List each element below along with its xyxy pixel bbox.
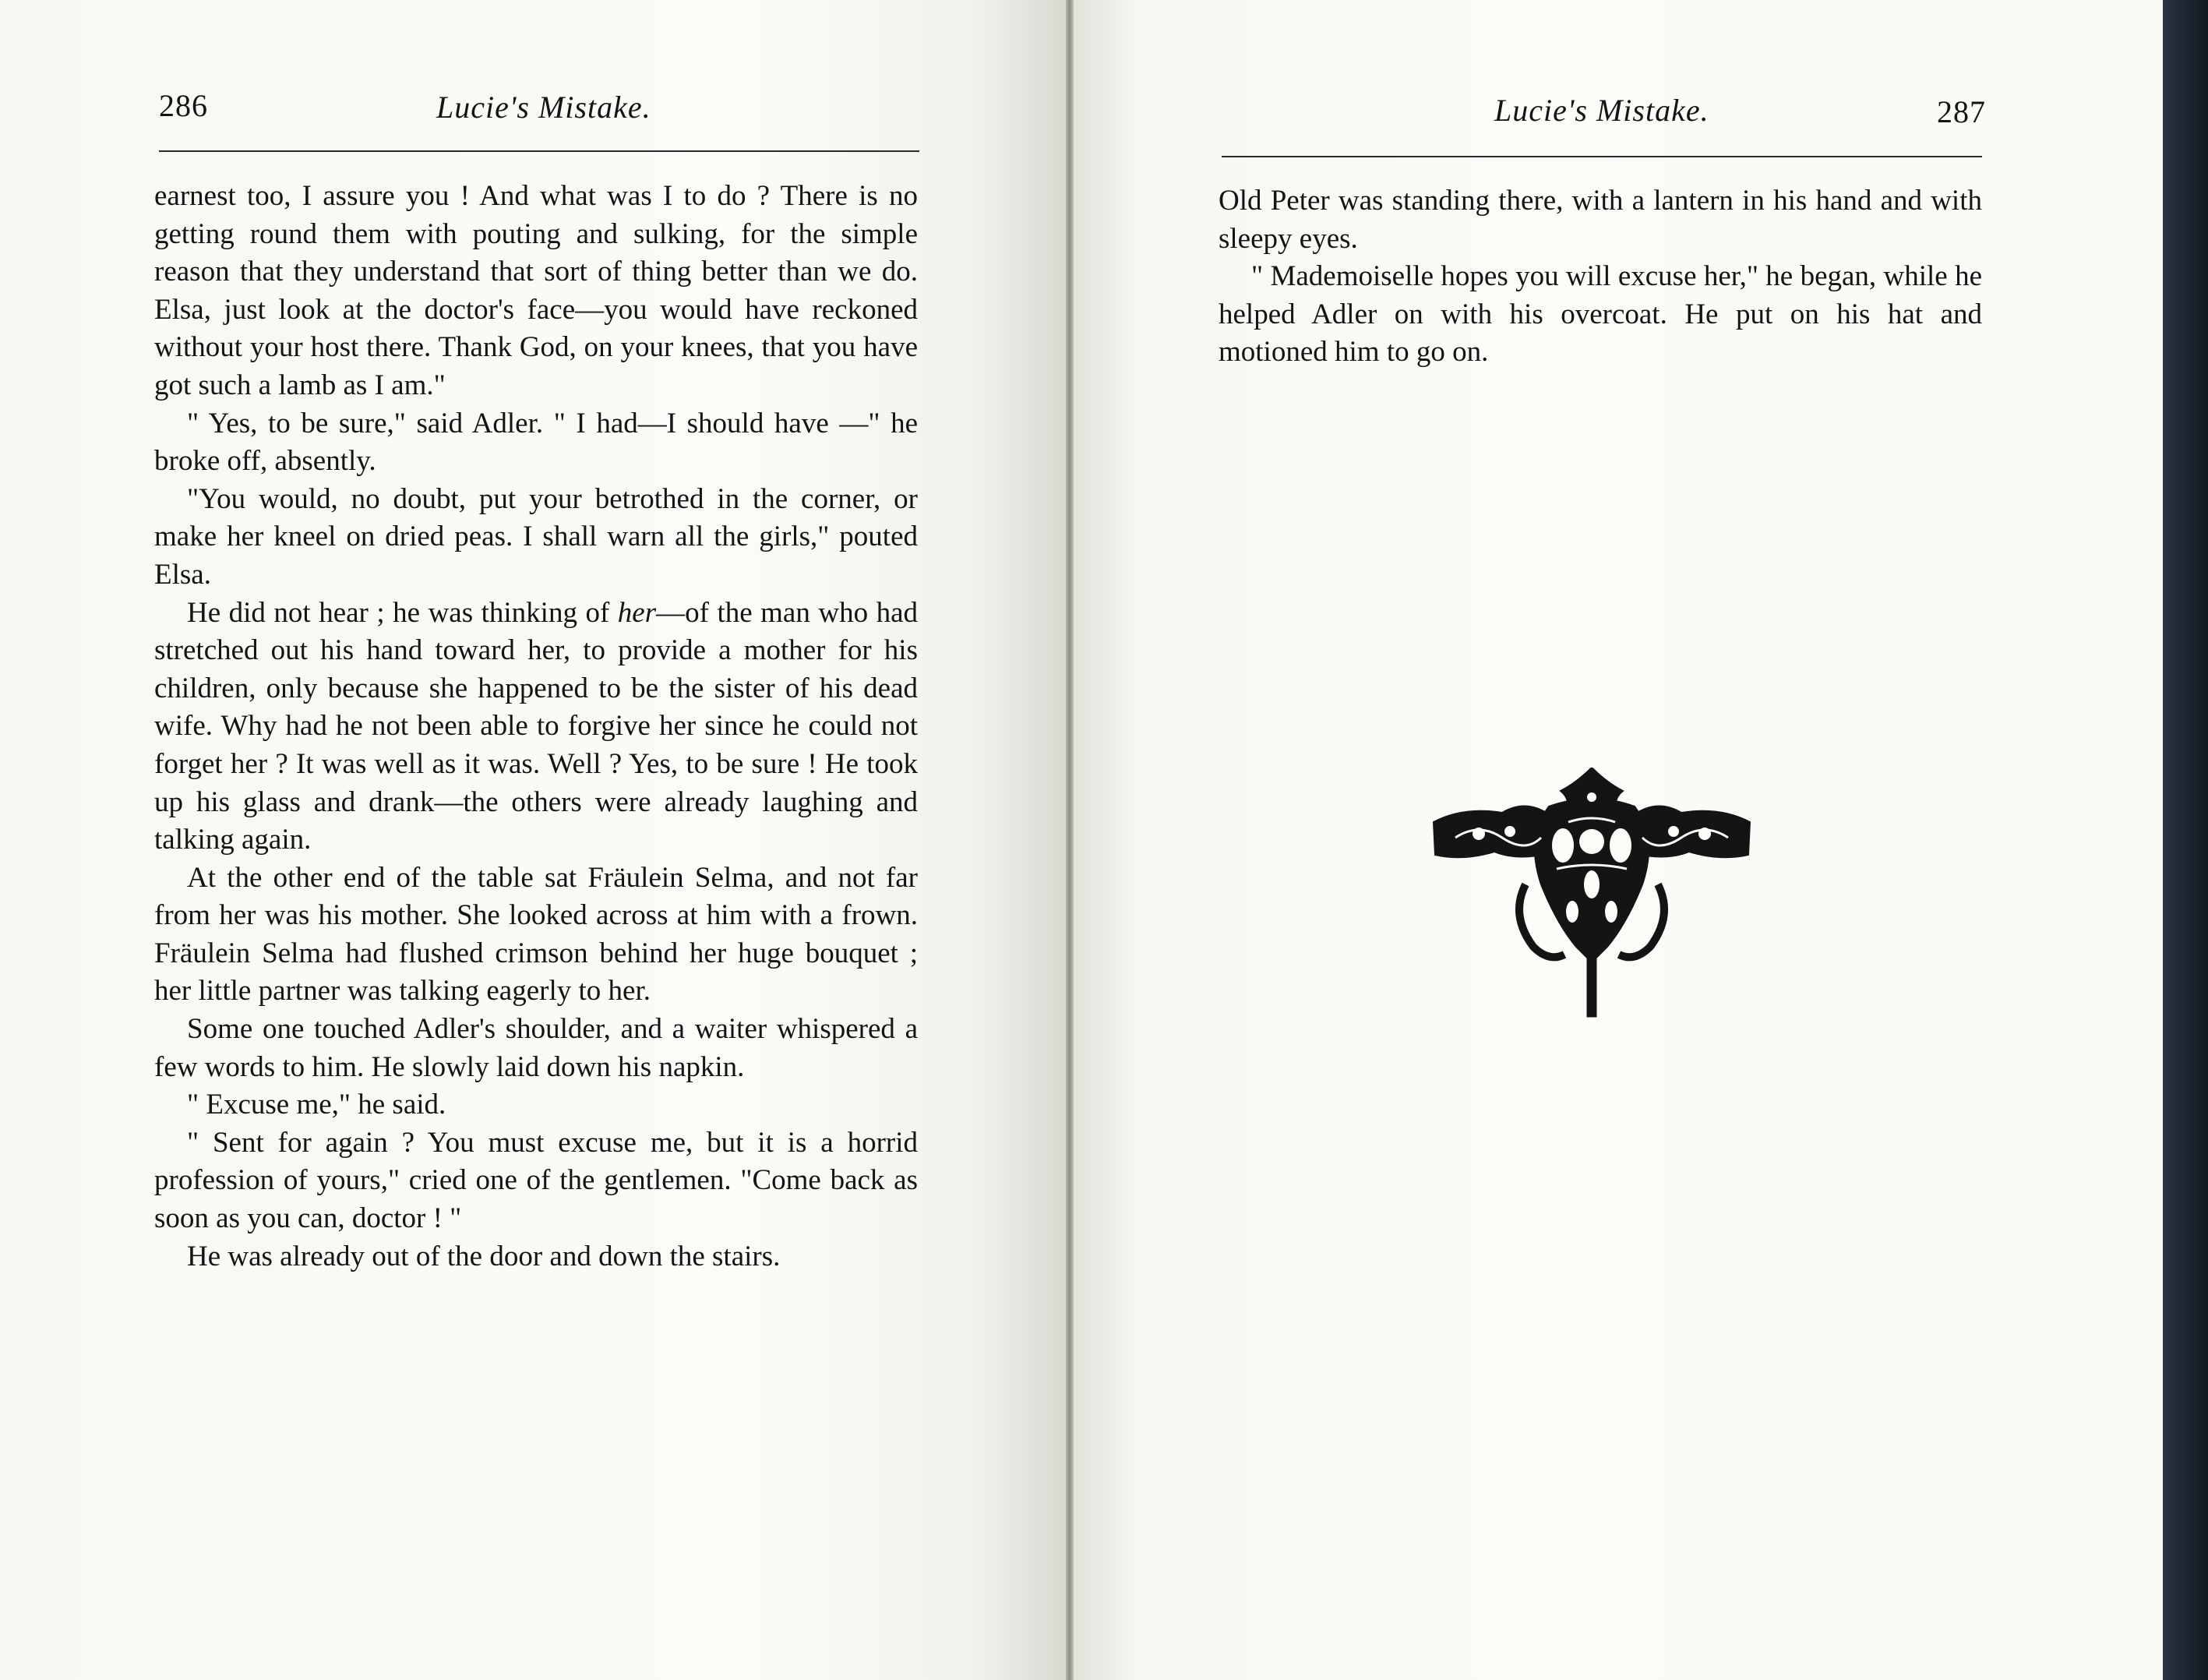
paragraph: He was already out of the door and down the stairs. <box>187 1240 781 1272</box>
paragraph: Old Peter was standing there, with a lantern in his hand and with sleepy eyes. <box>1219 185 1982 255</box>
right-running-title: Lucie's Mistake. <box>1494 93 1709 128</box>
right-header-rule <box>1222 156 1982 157</box>
paragraph: At the other end of the table sat Fräulein Selma, and not far from her was his mother. She looked across at him with a frown. Fräulein Selma had flushed crimson behind her huge bouquet ; her little partner was talking eagerly to her. <box>154 861 918 1008</box>
right-text-block <box>1219 182 1982 372</box>
paragraph: " Yes, to be sure," said Adler. " I had—I should have —" he broke off, absently. <box>154 407 918 478</box>
italic-word: her <box>617 596 657 629</box>
paragraph: " Sent for again ? You must excuse me, but it is a horrid profession of yours," cried one of the gentlemen. "Come back as soon as you can, doctor ! " <box>154 1126 918 1235</box>
paragraph: Some one touched Adler's shoulder, and a waiter whispered a few words to him. He slowly laid down his napkin. <box>154 1013 918 1083</box>
paragraph-text: —of the man who had stretched out his hand toward her, to provide a mother for his children, only because she happened to be the sister of his dead wife. Why had he not been able to forgive her since he could not forget her ? It was well as it was. Well ? Yes, to be sure ! He took up his glass and drank—the others were already laughing and talking again. <box>154 596 918 856</box>
book-gutter <box>1066 0 1074 1680</box>
paragraph <box>154 595 918 859</box>
left-text-block <box>154 178 918 1276</box>
right-page-number: 287 <box>1937 94 1986 129</box>
paragraph-text: He did not hear ; he was thinking of <box>187 596 618 629</box>
left-page-number: 286 <box>159 88 208 123</box>
left-header-rule <box>159 150 919 152</box>
left-page <box>0 0 1066 1680</box>
paragraph: "You would, no doubt, put your betrothed in the corner, or make her kneel on dried peas. I shall warn all the girls," pouted Elsa. <box>154 482 918 591</box>
book-cover-edge <box>2163 0 2208 1680</box>
ornament-tailpiece-icon <box>1432 768 1751 1032</box>
right-page <box>1074 0 2163 1680</box>
paragraph: " Mademoiselle hopes you will excuse her," he began, while he helped Adler on with his overcoat. He put on his hat and motioned him to go on. <box>1219 260 1982 369</box>
paragraph: earnest too, I assure you ! And what was I to do ? There is no getting round them with pouting and sulking, for the simple reason that they understand that sort of thing better than we do. Elsa, just look at the doctor's face—you would have reckoned without your host there. Thank God, on your knees, that you have got such a lamb as I am." <box>154 180 918 401</box>
paragraph: " Excuse me," he said. <box>187 1089 446 1121</box>
left-running-title: Lucie's Mistake. <box>436 90 651 125</box>
